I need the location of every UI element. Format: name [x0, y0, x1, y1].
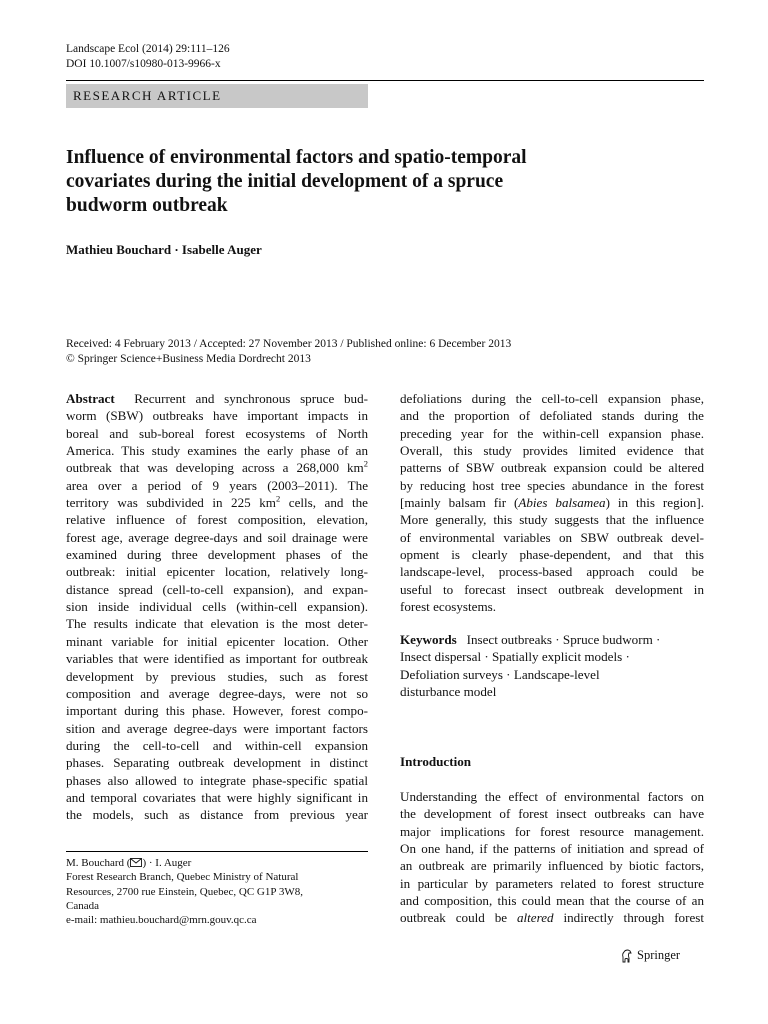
abstract-line: worm (SBW) outbreaks have important impacts in [66, 408, 368, 424]
keywords-line: Insect dispersal · Spatially explicit models · [400, 649, 630, 665]
body-line: On one hand, if the patterns of initiation and spread of [400, 841, 704, 857]
title-line: budworm outbreak [66, 195, 228, 216]
abstract-text: cells, and the [280, 495, 368, 511]
abstract-line: patterns of SBW outbreak expansion could be altered [400, 460, 704, 476]
footnote-line: Resources, 2700 rue Einstein, Quebec, QC G1P 3W8, [66, 885, 303, 898]
doi: DOI 10.1007/s10980-013-9966-x [66, 58, 221, 70]
body-line: in particular by parameters related to forest structure [400, 875, 704, 891]
abstract-line: boreal and sub-boreal forest ecosystems of North [66, 425, 368, 441]
abstract-line: minant variable for initial epicenter location. Other [66, 633, 368, 649]
abstract-line: of environmental variables on SBW outbreak devel- [400, 529, 704, 545]
abstract-line: sition and average degree-days were important factors [66, 720, 368, 736]
email-address: e-mail: mathieu.bouchard@mrn.gouv.qc.ca [66, 914, 257, 927]
author-list: Mathieu Bouchard · Isabelle Auger [66, 242, 262, 257]
abstract-line: preceding year for the within-cell expansion phase. [400, 425, 704, 441]
keywords-line: Defoliation surveys · Landscape-level [400, 666, 600, 682]
abstract-line: useful to forecast insect outbreak development in [400, 581, 704, 597]
body-text: outbreak could be [400, 910, 517, 926]
body-line: and composition, this could mean that the course of an [400, 893, 704, 909]
abstract-line: development by previous studies, such as forest [66, 668, 368, 684]
header-rule [66, 80, 704, 81]
abstract-line [66, 390, 368, 407]
superscript: 2 [275, 493, 281, 504]
introduction-heading: Introduction [400, 754, 472, 769]
abstract-text: territory was subdivided in 225 km [66, 495, 276, 511]
keywords-block [400, 631, 704, 700]
species-name: Abies balsamea [518, 495, 606, 511]
abstract-line: Overall, this study provides limited evidence that [400, 443, 704, 459]
abstract-line: composition and average degree-days, were not so [66, 685, 368, 701]
springer-horse-icon [620, 949, 633, 963]
body-text: indirectly through forest [553, 910, 705, 926]
abstract-line: area over a period of 9 years (2003–2011). The [66, 477, 368, 493]
abstract-line: defoliations during the cell-to-cell expansion phase, [400, 391, 704, 406]
footnote-rule [66, 851, 368, 852]
envelope-icon [130, 858, 142, 867]
abstract-line: forest age, average degree-days and soil drainage were [66, 529, 368, 545]
abstract-line: The results indicate that elevation is the most deter- [66, 616, 368, 632]
keywords-text: Insect outbreaks · Spruce budworm · [466, 632, 661, 647]
abstract-line: examined during three development phases of the [66, 547, 368, 563]
abstract-text: [mainly balsam fir ( [400, 495, 519, 511]
abstract-line: relative influence of forest composition, elevation, [66, 512, 368, 528]
abstract-text: Recurrent and synchronous spruce bud- [134, 391, 368, 406]
abstract-left-column [66, 390, 368, 824]
abstract-line: important during this phase. However, forest compo- [66, 703, 368, 719]
title-line: Influence of environmental factors and spatio-temporal [66, 147, 527, 168]
abstract-line: the models, such as distance from previous year [66, 807, 368, 823]
body-line: major implications for forest resource management. [400, 823, 704, 839]
body-line: Understanding the effect of environmental factors on [400, 789, 704, 804]
abstract-text: ) in this region]. [605, 495, 704, 511]
journal-volume: Landscape Ecol (2014) 29:111–126 [66, 43, 230, 55]
footnote-authors [66, 856, 368, 870]
abstract-line: by reducing host tree species abundance in the forest [400, 477, 704, 493]
abstract-line: and temporal covariates that were highly significant in [66, 789, 368, 805]
footnote-line: Canada [66, 899, 99, 912]
body-line: an outbreak are primarily influenced by biotic factors, [400, 858, 704, 874]
abstract-line: variables that were identified as important for outbreak [66, 651, 368, 667]
keywords-line: disturbance model [400, 684, 497, 700]
journal-citation [66, 42, 230, 72]
publication-dates [66, 337, 511, 367]
publisher-logo [620, 948, 680, 963]
abstract-line [66, 494, 368, 511]
abstract-line [66, 459, 368, 476]
abstract-line: sion inside individual cells (within-cell expansion). [66, 599, 368, 615]
copyright-line: © Springer Science+Business Media Dordrecht 2013 [66, 353, 311, 365]
abstract-line: America. This study examines the early phase of an [66, 443, 368, 459]
keywords-label: Keywords [400, 632, 457, 647]
abstract-line: opment is clearly phase-dependent, and that this [400, 547, 704, 563]
abstract-line: phases also allowed to integrate phase-specific spatial [66, 772, 368, 788]
footnote-text: ) · I. Auger [142, 857, 192, 869]
author-affiliation-footnote [66, 856, 368, 927]
abstract-label: Abstract [66, 391, 115, 406]
abstract-line: during the cell-to-cell and within-cell expansion [66, 737, 368, 753]
superscript: 2 [363, 459, 368, 470]
footnote-text: M. Bouchard ( [66, 857, 131, 869]
paper-title [66, 146, 666, 218]
abstract-text: outbreak that was developing across a 268,000 km [66, 460, 364, 476]
abstract-line: phases. Separating outbreak development in distinct [66, 755, 368, 771]
abstract-line: outbreak: initial epicenter location, relatively long- [66, 564, 368, 580]
abstract-line: distance spread (cell-to-cell expansion), and expan- [66, 581, 368, 597]
body-line [400, 909, 704, 926]
publisher-name: Springer [637, 948, 681, 962]
abstract-line: and the proportion of defoliated stands during the [400, 408, 704, 424]
footnote-line: Forest Research Branch, Quebec Ministry of Natural [66, 871, 299, 884]
dates-line: Received: 4 February 2013 / Accepted: 27 November 2013 / Published online: 6 December 2013 [66, 338, 512, 350]
article-type-banner: RESEARCH ARTICLE [66, 84, 368, 108]
keywords-line [400, 631, 704, 648]
abstract-line: landscape-level, process-based approach could be [400, 564, 704, 580]
abstract-right-column [400, 390, 704, 615]
body-line: the development of forest insect outbreaks can have [400, 806, 704, 822]
title-line: covariates during the initial development of a spruce [66, 171, 504, 192]
abstract-line: forest ecosystems. [400, 599, 496, 615]
abstract-line [400, 494, 704, 511]
abstract-line: More generally, this study suggests that the influence [400, 512, 704, 528]
emphasis-text: altered [516, 910, 554, 926]
introduction-body [400, 788, 704, 927]
